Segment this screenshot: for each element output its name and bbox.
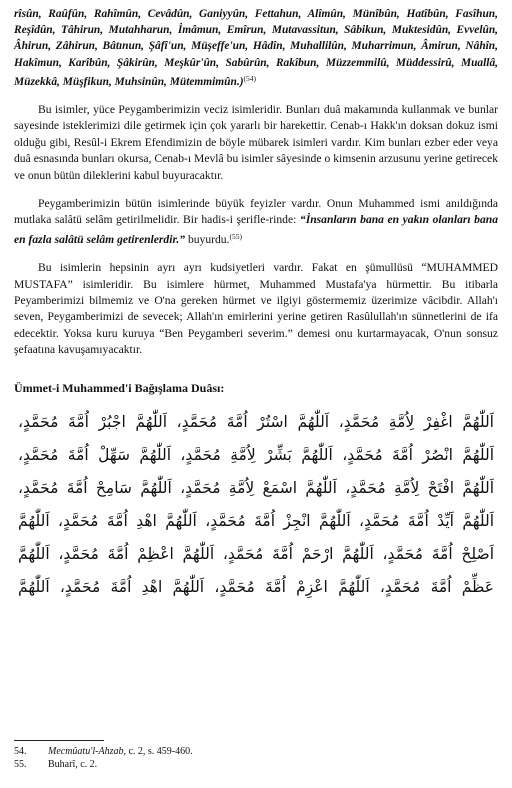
footnote-ref-55[interactable]: (55) (229, 231, 242, 241)
footnote-source-detail: Buharî, c. 2. (48, 759, 98, 770)
paragraph-2 (14, 196, 498, 248)
footnote-source-detail: , c. 2, s. 459-460. (123, 746, 193, 757)
arabic-line: اَصْلِحْ اُمَّةَ مُحَمَّدٍ، اَللّٰهُمَّ ارْحَمْ اُمَّةَ مُحَمَّدٍ، اَللّٰهُمَّ اعْظِمْ اُمَّةَ مُحَمَّدٍ، اَللّٰهُمَّ (18, 544, 494, 563)
footnote-number: 54. (14, 746, 27, 757)
paragraph-2-end: buyurdu. (187, 232, 230, 246)
arabic-line: اَللّٰهُمَّ افْتَحْ لِاُمَّةِ مُحَمَّدٍ، اَللّٰهُمَّ اسْمَعْ لِاُمَّةِ مُحَمَّدٍ، اَللّٰهُمَّ سَامِحْ اُمَّةَ مُحَمَّدٍ، (18, 478, 494, 497)
section-heading: Ümmet-i Muhammed'i Bağışlama Duâsı: (14, 380, 225, 395)
footnote-55 (14, 758, 498, 771)
footnote-ref-54[interactable]: (54) (243, 73, 256, 83)
footnote-number: 55. (14, 759, 27, 770)
hadith-quote: “İnsanların bana en yakın olanları bana en fazla salâtü selâm getirenlerdir.” (14, 213, 498, 246)
paragraph-2-start: Peygamberimizin bütün isimlerinde büyük feyizler vardır. Onun Muhammed ismi anıldığında mutlaka salâtü selâm getirilmelidir. Bir hadis-i şerifle-rinde: (14, 197, 498, 227)
names-text: rîsûn, Raûfûn, Rahîmûn, Cevâdûn, Ganiyyûn, Fettahun, Alîmûn, Münîbûn, Hatîbûn, Fasîhun, Reşîdûn, Tâhirun, Mutahharun, İmâmun, Emîrun, Mutavassitun, Sâbikun, Muktesidûn, Evvelûn, Âhirun, Zâhirun, Bâtınun, Şâfî'un, Müşeffe'un, Hâdîn, Muhallilûn, Muharrimun, Âmirun, Nâhîn, Hakîmun, Karîbûn, Şâkirûn, Meşkûr'ûn, Sabûrûn, Rakîbun, Müzzemmilû, Müddessirû, Muallâ, Müzekkâ, Müşfikun, Muhsinûn, Mütemmimûn.) (14, 8, 498, 88)
arabic-line: عَظِّمْ اُمَّةَ مُحَمَّدٍ، اَللّٰهُمَّ اعْزِمْ اُمَّةَ مُحَمَّدٍ، اَللّٰهُمَّ اهْدِ اُمَّةَ مُحَمَّدٍ، اَللّٰهُمَّ (18, 577, 494, 596)
paragraph-3: Bu isimlerin hepsinin ayrı ayrı kudsiyetleri vardır. Fakat en şümullüsü “MUHAMMED MUSTAFA” isimleridir. Bu isimlere hürmet, Muhammed Mustafa'ya hürmettir. Bu itibarla Peyamberimizi bilmemiz ve O'na gereken hürmet ve ilgiyi göstermemiz üzerimize vâcibdir. Allah'ı seven, Peygamberimizi de sevecek; Allah'ın emirlerini yerine getiren Rasûlullah'ın sünnetlerini de ifa edecektir. Yoksa kuru kuruya “Ben Peygamberi severim.” demesi onu kurtarmayacak, O'nun sonsuz şefaatına kavuşamıyacaktır. (14, 261, 498, 357)
arabic-line: اَللّٰهُمَّ اَيِّدْ اُمَّةَ مُحَمَّدٍ، اَللّٰهُمَّ انْجِزْ اُمَّةَ مُحَمَّدٍ، اَللّٰهُمَّ اهْدِ اُمَّةَ مُحَمَّدٍ، اَللّٰهُمَّ (18, 511, 494, 530)
arabic-line: اَللّٰهُمَّ انْصُرْ اُمَّةَ مُحَمَّدٍ، اَللّٰهُمَّ بَشِّرْ لِاُمَّةِ مُحَمَّدٍ، اَللّٰهُمَّ سَهِّلْ اُمَّةَ مُحَمَّدٍ، (18, 445, 494, 464)
prophet-names-list (14, 6, 498, 90)
footnote-text (48, 745, 193, 758)
arabic-line: اَللّٰهُمَّ اغْفِرْ لِاُمَّةِ مُحَمَّدٍ، اَللّٰهُمَّ اسْتُرْ اُمَّةَ مُحَمَّدٍ، اَللّٰهُمَّ اجْبُرْ اُمَّةَ مُحَمَّدٍ، (18, 412, 494, 431)
footnote-54 (14, 745, 498, 758)
paragraph-1: Bu isimler, yüce Peygamberimizin veciz isimleridir. Bunları duâ makamında kullanmak ve bunlar sayesinde isteklerimizi dile getirmek için çok yararlı bir harekettir. Cenab-ı Hakk'ın doksan dokuz ismi olduğu gibi, Resûl-i Ekrem Efendimizin de böyle mübarek isimleri vardır. Kim bunları ezber eder veya duâ esnasında bunları okursa, Cenab-ı Mevlâ bu isimler sâyesinde o kimsenin arzusunu yerine getirecek ve onun bütün dileklerini kabul buyuracaktır. (14, 103, 498, 182)
footnote-source-title: Mecmûatu'l-Ahzab (48, 746, 124, 757)
footnote-divider (14, 740, 104, 741)
arabic-prayer (14, 406, 498, 604)
footnotes (14, 740, 498, 771)
footnote-text (48, 758, 97, 771)
